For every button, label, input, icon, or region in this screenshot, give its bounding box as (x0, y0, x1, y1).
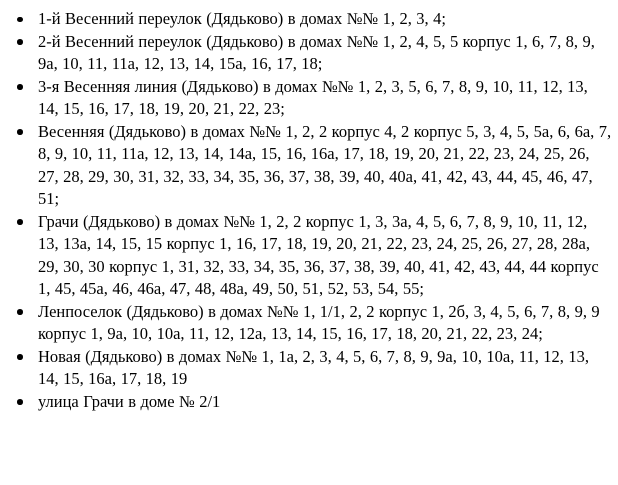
list-item-text: Весенняя (Дядьково) в домах №№ 1, 2, 2 корпус 4, 2 корпус 5, 3, 4, 5, 5а, 6, 6а, 7, 8, 9, 10, 11, 11а, 12, 13, 14, 14а, 15, 16, 16а, 17, 18, 19, 20, 21, 22, 23, 24, 25, 26, 27, 28, 29, 30, 31, 32, 33, 34, 35, 36, 37, 38, 39, 40, 40а, 41, 42, 43, 44, 45, 46, 47, 51; (38, 121, 612, 208)
list-item (38, 346, 612, 391)
list-item-text: 2-й Весенний переулок (Дядьково) в домах №№ 1, 2, 4, 5, 5 корпус 1, 6, 7, 8, 9, 9а, 10, 11, 11а, 12, 13, 14, 15а, 16, 17, 18; (38, 31, 595, 73)
list-item-text: 3-я Весенняя линия (Дядьково) в домах №№ 1, 2, 3, 5, 6, 7, 8, 9, 10, 11, 12, 13, 14, 15, 16, 17, 18, 19, 20, 21, 22, 23; (38, 76, 588, 118)
bullet-icon (17, 84, 23, 90)
bullet-icon (17, 39, 23, 45)
bullet-icon (17, 354, 23, 360)
list-item-text: Ленпоселок (Дядьково) в домах №№ 1, 1/1, 2, 2 корпус 1, 2б, 3, 4, 5, 6, 7, 8, 9, 9 корпус 1, 9а, 10, 10а, 11, 12, 12а, 13, 14, 15, 16, 17, 18, 20, 21, 22, 23, 24; (38, 301, 600, 343)
list-item-text: 1-й Весенний переулок (Дядьково) в домах №№ 1, 2, 3, 4; (38, 9, 446, 28)
bullet-icon (17, 309, 23, 315)
bullet-icon (17, 17, 23, 23)
list-item-text: улица Грачи в доме № 2/1 (38, 391, 221, 411)
bullet-icon (17, 219, 23, 225)
list-item (38, 8, 612, 31)
list-item (38, 31, 612, 76)
list-item (38, 76, 612, 121)
list-item (38, 121, 612, 211)
list-item-text: Новая (Дядьково) в домах №№ 1, 1а, 2, 3, 4, 5, 6, 7, 8, 9, 9а, 10, 10а, 11, 12, 13, 14, 15, 16а, 17, 18, 19 (38, 346, 589, 388)
list-item-text: Грачи (Дядьково) в домах №№ 1, 2, 2 корпус 1, 3, 3а, 4, 5, 6, 7, 8, 9, 10, 11, 12, 13, 13а, 14, 15, 15 корпус 1, 16, 17, 18, 19, 20, 21, 22, 23, 24, 25, 26, 27, 28, 28а, 29, 30, 30 корпус 1, 31, 32, 33, 34, 35, 36, 37, 38, 39, 40, 41, 42, 43, 44, 44 корпус 1, 45, 45а, 46, 46а, 47, 48, 48а, 49, 50, 51, 52, 53, 54, 55; (38, 211, 599, 298)
bullet-icon (17, 399, 23, 405)
list-item (38, 211, 612, 301)
list-item (38, 391, 612, 414)
list-item (38, 301, 612, 346)
bullet-icon (17, 129, 23, 135)
